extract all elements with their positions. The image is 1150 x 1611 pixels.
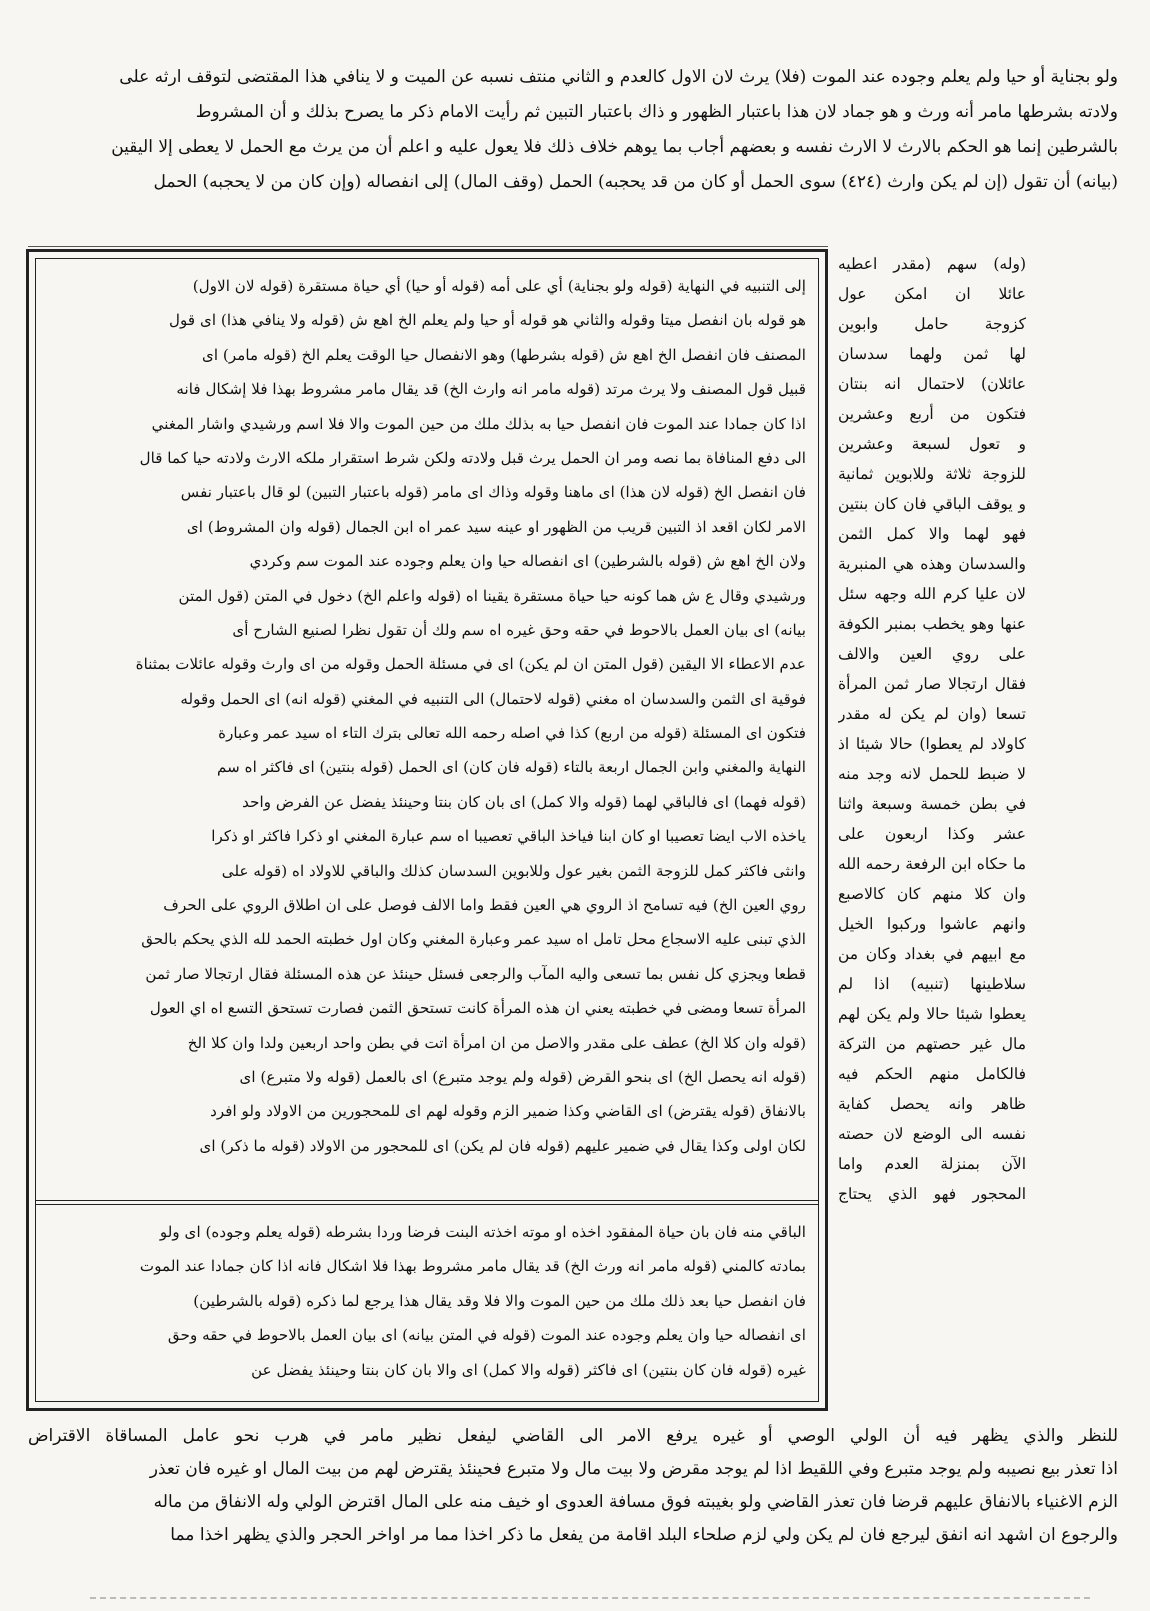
commentary-line: فان انفصل حيا بعد ذلك ملك من حين الموت والا فلا وقد يقال هذا يرجع لما ذكره (قوله بالشرطين) [193,1291,806,1310]
commentary-line: قبيل قول المصنف ولا يرث مرتد (قوله مامر انه وارث الخ) قد يقال مامر مشروط بهذا فلا إشكال فانه [176,380,806,399]
side-line: عائلا ان امكن عول [838,285,1026,303]
side-line: و يوقف الباقي فان كان بنتين [838,495,1026,513]
side-line: وان كلا منهم كان كالاصبع [838,885,1026,903]
side-line: لا ضبط للحمل لانه وجد منه [838,765,1026,783]
commentary-line: وانثى فاكثر كمل للزوجة الثمن بغير عول وللابوين السدسان كذلك والباقي للاولاد اه (قوله على [221,861,806,880]
side-line: مال غير حصتهم من التركة [838,1035,1026,1053]
commentary-line: المصنف فان انفصل الخ اهع ش (قوله بشرطها) وهو الانفصال حيا الوقت يعلم الخ (قوله مامر) اى [201,345,806,364]
top-rule [28,246,828,247]
side-line: عشر وكذا اربعون على [838,825,1026,843]
side-line: مع ابيهم في بغداد وكان من [838,945,1026,963]
commentary-line: غيره (قوله فان كان بنتين) اى فاكثر (قوله والا كمل) اى والا بان كان بنتا وحينئذ يفضل عن [251,1360,806,1379]
text-line: ولو بجناية أو حيا ولم يعلم وجوده عند الموت (فلا) يرث لان الاول كالعدم و الثاني منتف نسبه عن الميت و لا ينافي هذا المقتضى لتوقف ارثه على [119,67,1118,87]
scan-bottom-edge [90,1597,1090,1603]
commentary-line: ورشيدي وقال ع ش هما كونه حيا حياة مستقرة يقينا اه (قوله واعلم الخ) دخول في المتن (قول المتن [178,586,806,605]
text-line: والرجوع ان اشهد انه انفق ليرجع فان لم يكن ولي لزم صلحاء البلد اقامة من يفعل ما ذكر اخذا مما مر اواخر الحجر والذي يظهر اخذا مما [170,1525,1118,1545]
text-line: اذا تعذر بيع نصيبه ولم يوجد متبرع وفي اللقيط اذا لم يوجد مقرض ولا بيت مال ولا متبرع فحينئذ يقترض لهم من بيت المال او غيره فان تعذر [149,1459,1118,1479]
main-text-top [28,60,1118,200]
side-line: كاولاد لم يعطوا) حالا شيئا اذ [838,735,1026,753]
text-line: للنظر والذي يظهر فيه أن الولي الوصي أو غيره يرفع الامر الى القاضي ليفعل نظير مامر في هرب نحو عامل المساقاة الاقتراض [28,1426,1118,1446]
commentary-line: فان انفصل الخ (قوله لان هذا) اى ماهنا وقوله وذاك اى مامر (قوله باعتبار التبين) لو قال باعتبار نفس [180,483,806,502]
commentary-line: (قوله فهما) اى فالباقي لهما (قوله والا كمل) اى بان كان بنتا وحينئذ يفضل عن الفرض واحد [242,792,806,811]
side-line: والسدسان وهذه هي المنبرية [838,555,1026,573]
side-column-main-text [838,249,1026,1209]
side-line: ظاهر وانه يحصل كفاية [838,1095,1026,1113]
upper-commentary [48,269,806,1198]
side-line: على روي العين والالف [838,645,1026,663]
commentary-divider [36,1200,818,1201]
text-line: بالشرطين إنما هو الحكم بالارث لا الارث نفسه و بعضهم أجاب بما يوهم خلاف ذلك فلا يعول عليه و اعلم أن من يرث مع الحمل لا يعطى إلا اليقين [111,137,1118,157]
side-line: ما حكاه ابن الرفعة رحمه الله [838,855,1026,873]
commentary-line [48,1163,806,1197]
lower-commentary [48,1215,806,1387]
side-line: في بطن خمسة وسبعة واثنا [838,795,1026,813]
commentary-line: عدم الاعطاء الا اليقين (قول المتن ان لم يكن) اى في مسئلة الحمل وقوله من اى وارث وقوله عائلات بمثناة [135,655,806,674]
commentary-line: بالانفاق (قوله يقترض) اى القاضي وكذا ضمير الزم وقوله لهم اى للمحجورين من الاولاد ولو افرد [210,1102,806,1121]
side-line: كزوجة حامل وابوين [838,315,1026,333]
commentary-frame [26,249,828,1411]
commentary-line: فتكون اى المسئلة (قوله من اربع) كذا في اصله رحمه الله تعالى بترك التاء اه سيد عمر وعبارة [218,724,806,743]
commentary-line: بمادته كالمني (قوله مامر انه ورث الخ) قد يقال مامر مشروط بهذا فلا اشكال فانه اذا كان جمادا عند الموت [139,1257,806,1276]
text-line: ولادته بشرطها مامر أنه ورث و هو جماد لان هذا باعتبار الظهور و ذاك باعتبار التبين ثم رأيت الامام ذكر ما يصرح بذلك و أن المشروط [195,102,1118,122]
side-line: سلاطينها (تنبيه) اذا لم [838,975,1026,993]
commentary-line: ولان الخ اهع ش (قوله بالشرطين) اى انفصاله حيا وان يعلم وجوده عند الموت سم وكردي [249,552,806,571]
commentary-line: روي العين الخ) فيه تسامح اذ الروي هي العين فقط واما الالف فوصل على ان اطلاق الروي على الحرف [163,896,806,915]
commentary-line: الذي تبنى عليه الاسجاع محل تامل اه سيد عمر وعبارة المغني وكان اول خطبته الحمد لله الذي يحكم بالحق [141,930,806,949]
commentary-line: المرأة تسعا ومضى في خطبته يعني ان هذه المرأة كانت تستحق الثمن فصارت تستحق التسع اه اي العول [149,999,806,1018]
commentary-line: لكان اولى وكذا يقال في ضمير عليهم (قوله فان لم يكن) اى للمحجور من الاولاد (قوله ما ذكر) اى [199,1136,806,1155]
commentary-line: بيانه) اى بيان العمل بالاحوط في حقه وحق غيره اه سم ولك أن تقول نظرا لصنيع الشارح أى [232,620,806,639]
side-line: الآن بمنزلة العدم واما [838,1155,1026,1173]
side-line: و تعول لسبعة وعشرين [838,435,1026,453]
side-line: عنها وهو يخطب بمنبر الكوفة [838,615,1026,633]
side-line: تسعا (وان لم يكن له مقدر [838,705,1026,723]
commentary-line: اذا كان جمادا عند الموت فان انفصل حيا به بذلك ملك من حين الموت والا فلا اسم ورشيدي واشار المغني [151,414,806,433]
side-line: لها ثمن ولهما سدسان [838,345,1026,363]
side-line: للزوجة ثلاثة وللابوين ثمانية [838,465,1026,483]
commentary-line: النهاية والمغني وابن الجمال اربعة بالتاء (قوله فان كان) اى الحمل (قوله بنتين) اى فاكثر اه سم [217,758,806,777]
side-line: فهو لهما والا كمل الثمن [838,525,1026,543]
commentary-line: الامر لكان اقعد اذ التبين قريب من الظهور او عينه سيد عمر اه ابن الجمال (قوله وان المشروط) اى [186,517,806,536]
side-line: لان عليا كرم الله وجهه سئل [838,585,1026,603]
side-line: وانهم عاشوا وركبوا الخيل [838,915,1026,933]
side-line: فتكون من أربع وعشرين [838,405,1026,423]
commentary-line: (قوله انه يحصل الخ) اى بنحو القرض (قوله ولم يوجد متبرع) اى بالعمل (قوله ولا متبرع) اى [239,1067,806,1086]
commentary-frame-inner [35,258,819,1402]
commentary-line: الى دفع المنافاة بما نصه ومر ان الحمل يرث قبل ولادته ولكن شرط استقرار ملكه الارث ولادته حيا كما قال [139,448,806,467]
commentary-line: الباقي منه فان بان حياة المفقود اخذه او موته اخذته البنت فرضا وردا بشرطه (قوله يعلم وجوده) اى ولو [159,1223,806,1241]
text-line-with-page-number: (بيانه) أن تقول (إن لم يكن وارث (٤٢٤) سوى الحمل أو كان من قد يحجبه) الحمل (وقف المال) إلى انفصاله (وإن كان من لا يحجبه) الحمل [153,172,1118,192]
commentary-line: فوقية اى الثمن والسدسان اه مغني (قوله لاحتمال) الى التنبيه في المغني (قوله انه) اى الحمل وقوله [180,689,806,708]
side-line: فقال ارتجالا صار ثمن المرأة [838,675,1026,693]
commentary-line: اى انفصاله حيا وان يعلم وجوده عند الموت (قوله في المتن بيانه) اى بيان العمل بالاحوط في حقه وحق [167,1326,806,1345]
text-line: الزم الاغنياء بالانفاق عليهم قرضا فان تعذر القاضي ولو بغيبته فوق مسافة العدوى او خيف منه على المال اقترض الولي وله الانفاق من ماله [153,1492,1118,1512]
commentary-line: ياخذه الاب ايضا تعصيبا او كان ابنا فياخذ الباقي تعصيبا اه سم عبارة المغني او ذكرا فاكثر او ذكرا [211,827,806,846]
commentary-line: (قوله وان كلا الخ) عطف على مقدر والاصل من ان امرأة اتت في بطن واحد اربعين ولدا وان كلا الخ [187,1033,806,1052]
side-line: المحجور فهو الذي يحتاج [838,1185,1026,1203]
side-line: (وله) سهم (مقدر اعطيه [838,255,1026,273]
commentary-line: قطعا ويجزي كل نفس بما تسعى واليه المآب والرجعى فسئل حينئذ عن هذه المسئلة فقال ارتجالا صار ثمن [145,964,806,983]
commentary-line: هو قوله بان انفصل ميتا وقوله والثاني هو قوله أو حيا ولم يعلم الخ اهع ش (قوله ولا ينافي هذا) اى قول [168,311,806,330]
side-line: عائلان) لاحتمال انه بنتان [838,375,1026,393]
side-line: نفسه الى الوضع لان حصته [838,1125,1026,1143]
commentary-divider [36,1204,818,1205]
side-line: فالكامل منهم الحكم فيه [838,1065,1026,1083]
main-text-bottom [28,1420,1118,1552]
side-line: يعطوا شيئا حالا ولم يكن لهم [838,1005,1026,1023]
commentary-line: إلى التنبيه في النهاية (قوله ولو بجناية) أي على أمه (قوله أو حيا) أي حياة مستقرة (قوله لان الاول) [192,277,806,295]
